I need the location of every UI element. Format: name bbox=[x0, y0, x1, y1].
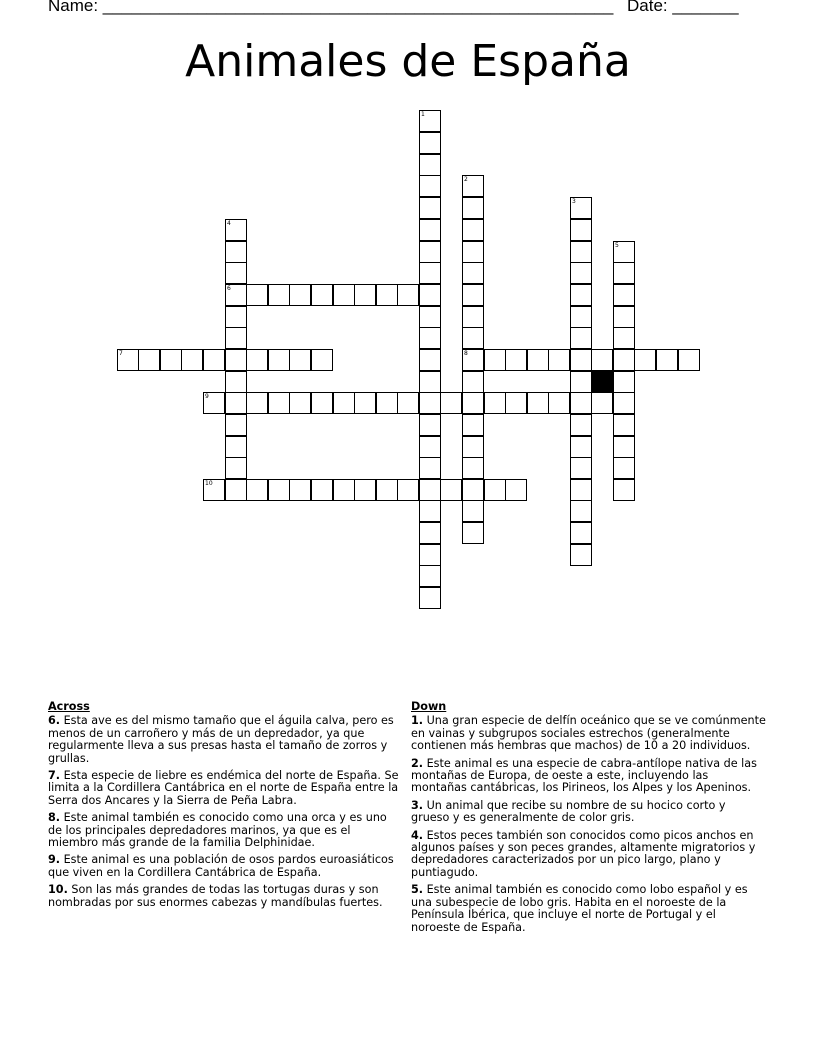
down-clues bbox=[411, 701, 766, 939]
crossword-cell[interactable] bbox=[419, 392, 441, 414]
crossword-cell[interactable] bbox=[419, 284, 441, 306]
across-clues bbox=[48, 701, 403, 914]
crossword-cell[interactable] bbox=[397, 392, 419, 414]
clue-number: 1 bbox=[421, 111, 425, 118]
crossword-cell[interactable] bbox=[527, 349, 549, 371]
crossword-cell[interactable] bbox=[634, 349, 656, 371]
crossword-cell[interactable] bbox=[225, 414, 247, 436]
down-clue bbox=[411, 715, 766, 752]
crossword-cell[interactable] bbox=[570, 544, 592, 566]
crossword-cell[interactable] bbox=[419, 306, 441, 328]
down-clue bbox=[411, 830, 766, 880]
clue-text: Este animal también es conocido como una orca y es uno de los principales depredadores marinos, ya que es el miembro más grande de la familia Delphinidae. bbox=[48, 811, 387, 850]
crossword-cell[interactable] bbox=[591, 392, 613, 414]
crossword-cell[interactable] bbox=[613, 436, 635, 458]
crossword-cell[interactable] bbox=[160, 349, 182, 371]
crossword-cell[interactable] bbox=[419, 587, 441, 609]
crossword-cell[interactable] bbox=[462, 436, 484, 458]
crossword-cell[interactable] bbox=[376, 284, 398, 306]
clue-text: Un animal que recibe su nombre de su hocico corto y grueso y es generalmente de color gris. bbox=[411, 798, 726, 825]
crossword-cell[interactable] bbox=[268, 349, 290, 371]
clue-text: Son las más grandes de todas las tortugas duras y son nombradas por sus enormes cabezas y mandíbulas fuertes. bbox=[48, 883, 383, 909]
crossword-cell[interactable] bbox=[225, 262, 247, 284]
crossword-cell[interactable] bbox=[225, 457, 247, 479]
clue-number: 5 bbox=[615, 242, 619, 249]
crossword-cell[interactable] bbox=[419, 241, 441, 263]
crossword-cell[interactable] bbox=[440, 392, 462, 414]
across-clue bbox=[48, 812, 403, 849]
crossword-cell[interactable] bbox=[570, 436, 592, 458]
crossword-cell[interactable] bbox=[613, 392, 635, 414]
crossword-cell[interactable] bbox=[570, 349, 592, 371]
crossword-cell[interactable] bbox=[419, 457, 441, 479]
clue-number: 2 bbox=[464, 176, 468, 183]
blocked-cell bbox=[591, 371, 613, 393]
crossword-cell[interactable] bbox=[225, 306, 247, 328]
crossword-cell[interactable] bbox=[419, 154, 441, 176]
crossword-cell[interactable] bbox=[570, 479, 592, 501]
clue-text: Una gran especie de delfín oceánico que se ve comúnmente en vainas y subgrupos sociales estrechos (generalmente contienen más hembras que machos) de 10 a 20 individuos. bbox=[411, 714, 766, 753]
crossword-cell[interactable] bbox=[591, 349, 613, 371]
crossword-cell[interactable] bbox=[419, 219, 441, 241]
across-heading: Across bbox=[48, 700, 90, 713]
crossword-cell[interactable] bbox=[181, 349, 203, 371]
crossword-cell[interactable] bbox=[333, 284, 355, 306]
crossword-cell[interactable] bbox=[548, 392, 570, 414]
crossword-cell[interactable] bbox=[311, 349, 333, 371]
crossword-cell[interactable] bbox=[419, 262, 441, 284]
crossword-cell[interactable] bbox=[613, 306, 635, 328]
crossword-cell[interactable] bbox=[613, 414, 635, 436]
crossword-cell[interactable] bbox=[570, 306, 592, 328]
crossword-cell[interactable] bbox=[419, 414, 441, 436]
crossword-cell[interactable] bbox=[354, 392, 376, 414]
crossword-cell[interactable] bbox=[613, 327, 635, 349]
crossword-cell[interactable] bbox=[462, 197, 484, 219]
crossword-cell[interactable] bbox=[311, 284, 333, 306]
clue-number: 8. bbox=[48, 811, 61, 825]
crossword-cell[interactable] bbox=[462, 284, 484, 306]
crossword-cell[interactable] bbox=[462, 457, 484, 479]
across-clue bbox=[48, 715, 403, 765]
crossword-cell[interactable] bbox=[462, 371, 484, 393]
down-clue bbox=[411, 884, 766, 934]
crossword-cell[interactable] bbox=[203, 392, 225, 414]
crossword-cell[interactable] bbox=[570, 457, 592, 479]
crossword-cell[interactable] bbox=[268, 392, 290, 414]
crossword-cell[interactable] bbox=[505, 479, 527, 501]
crossword-cell[interactable] bbox=[484, 479, 506, 501]
crossword-cell[interactable] bbox=[225, 241, 247, 263]
crossword-cell[interactable] bbox=[462, 306, 484, 328]
crossword-cell[interactable] bbox=[397, 284, 419, 306]
down-clue bbox=[411, 758, 766, 795]
crossword-cell[interactable] bbox=[138, 349, 160, 371]
crossword-cell[interactable] bbox=[419, 349, 441, 371]
crossword-cell[interactable] bbox=[354, 479, 376, 501]
crossword-cell[interactable] bbox=[289, 284, 311, 306]
crossword-cell[interactable] bbox=[462, 479, 484, 501]
crossword-cell[interactable] bbox=[246, 349, 268, 371]
clue-text: Este animal es una especie de cabra-antílope nativa de las montañas de Europa, de oeste a este, incluyendo las montañas cantábricas, los Pirineos, los Alpes y los Apeninos. bbox=[411, 756, 757, 795]
crossword-cell[interactable] bbox=[462, 241, 484, 263]
date-line: Date: _______ bbox=[627, 0, 739, 15]
crossword-cell[interactable] bbox=[656, 349, 678, 371]
crossword-cell[interactable] bbox=[419, 479, 441, 501]
crossword-cell[interactable] bbox=[570, 197, 592, 219]
crossword-cell[interactable] bbox=[289, 479, 311, 501]
crossword-cell[interactable] bbox=[570, 219, 592, 241]
crossword-cell[interactable] bbox=[462, 414, 484, 436]
clue-number: 4 bbox=[227, 220, 231, 227]
crossword-cell[interactable] bbox=[570, 500, 592, 522]
crossword-cell[interactable] bbox=[203, 479, 225, 501]
crossword-cell[interactable] bbox=[440, 479, 462, 501]
clue-number: 8 bbox=[464, 350, 468, 357]
clue-number: 9. bbox=[48, 853, 61, 867]
crossword-cell[interactable] bbox=[527, 392, 549, 414]
clue-number: 1. bbox=[411, 714, 424, 728]
crossword-cell[interactable] bbox=[462, 500, 484, 522]
crossword-cell[interactable] bbox=[678, 349, 700, 371]
crossword-cell[interactable] bbox=[311, 479, 333, 501]
crossword-cell[interactable] bbox=[462, 349, 484, 371]
crossword-cell[interactable] bbox=[613, 371, 635, 393]
crossword-cell[interactable] bbox=[570, 284, 592, 306]
crossword-cell[interactable] bbox=[376, 479, 398, 501]
crossword-cell[interactable] bbox=[419, 500, 441, 522]
crossword-cell[interactable] bbox=[484, 392, 506, 414]
crossword-cell[interactable] bbox=[570, 392, 592, 414]
crossword-cell[interactable] bbox=[376, 392, 398, 414]
crossword-cell[interactable] bbox=[225, 392, 247, 414]
crossword-cell[interactable] bbox=[225, 479, 247, 501]
crossword-cell[interactable] bbox=[419, 197, 441, 219]
crossword-cell[interactable] bbox=[462, 327, 484, 349]
crossword-cell[interactable] bbox=[462, 219, 484, 241]
crossword-cell[interactable] bbox=[117, 349, 139, 371]
crossword-cell[interactable] bbox=[613, 262, 635, 284]
clue-number: 5. bbox=[411, 883, 424, 897]
across-clue bbox=[48, 884, 403, 909]
clue-number: 6 bbox=[227, 285, 231, 292]
clue-number: 6. bbox=[48, 714, 61, 728]
crossword-cell[interactable] bbox=[268, 479, 290, 501]
crossword-cell[interactable] bbox=[462, 175, 484, 197]
crossword-cell[interactable] bbox=[289, 349, 311, 371]
crossword-cell[interactable] bbox=[268, 284, 290, 306]
crossword-cell[interactable] bbox=[570, 522, 592, 544]
crossword-cell[interactable] bbox=[570, 371, 592, 393]
crossword-cell[interactable] bbox=[419, 522, 441, 544]
crossword-cell[interactable] bbox=[419, 175, 441, 197]
crossword-cell[interactable] bbox=[570, 262, 592, 284]
across-clue-list bbox=[48, 715, 403, 909]
crossword-cell[interactable] bbox=[333, 479, 355, 501]
crossword-cell[interactable] bbox=[419, 110, 441, 132]
crossword-cell[interactable] bbox=[484, 349, 506, 371]
clue-number: 10 bbox=[205, 480, 213, 487]
clue-number: 7. bbox=[48, 769, 61, 783]
name-line: Name: ______________________________________________________ bbox=[48, 0, 614, 15]
crossword-cell[interactable] bbox=[462, 392, 484, 414]
crossword-cell[interactable] bbox=[419, 371, 441, 393]
crossword-cell[interactable] bbox=[225, 327, 247, 349]
clue-text: Esta especie de liebre es endémica del norte de España. Se limita a la Cordillera Cantábrica en el norte de España entre la Serra dos Ancares y la Sierra de Peña Labra. bbox=[48, 769, 399, 807]
clue-text: Estos peces también son conocidos como picos anchos en algunos países y son peces grandes, altamente migratorios y depredadores caracterizados por un pico largo, plano y puntiagudo. bbox=[411, 828, 756, 879]
crossword-cell[interactable] bbox=[225, 349, 247, 371]
crossword-cell[interactable] bbox=[333, 392, 355, 414]
across-clue bbox=[48, 854, 403, 879]
crossword-cell[interactable] bbox=[613, 284, 635, 306]
down-heading: Down bbox=[411, 700, 447, 713]
crossword-cell[interactable] bbox=[225, 436, 247, 458]
crossword-cell[interactable] bbox=[462, 522, 484, 544]
crossword-cell[interactable] bbox=[354, 284, 376, 306]
crossword-cell[interactable] bbox=[570, 241, 592, 263]
clue-number: 7 bbox=[119, 350, 123, 357]
crossword-cell[interactable] bbox=[462, 262, 484, 284]
down-clue-list bbox=[411, 715, 766, 934]
clue-number: 4. bbox=[411, 828, 424, 842]
crossword-cell[interactable] bbox=[505, 392, 527, 414]
crossword-cell[interactable] bbox=[613, 241, 635, 263]
crossword-cell[interactable] bbox=[419, 132, 441, 154]
clue-number: 9 bbox=[205, 393, 209, 400]
crossword-cell[interactable] bbox=[311, 392, 333, 414]
crossword-cell[interactable] bbox=[419, 544, 441, 566]
crossword-cell[interactable] bbox=[613, 479, 635, 501]
crossword-cell[interactable] bbox=[246, 392, 268, 414]
crossword-cell[interactable] bbox=[548, 349, 570, 371]
crossword-cell[interactable] bbox=[397, 479, 419, 501]
crossword-cell[interactable] bbox=[225, 219, 247, 241]
clue-text: Esta ave es del mismo tamaño que el águila calva, pero es menos de un carroñero y más de un depredador, ya que regularmente lleva a sus presas hasta el tamaño de zorros y grullas. bbox=[48, 714, 394, 765]
crossword-cell[interactable] bbox=[225, 371, 247, 393]
crossword-cell[interactable] bbox=[289, 392, 311, 414]
across-clue bbox=[48, 770, 403, 807]
page-title: Animales de España bbox=[185, 36, 631, 87]
crossword-cell[interactable] bbox=[419, 327, 441, 349]
crossword-cell[interactable] bbox=[419, 436, 441, 458]
crossword-cell[interactable] bbox=[246, 479, 268, 501]
clue-number: 3 bbox=[572, 198, 576, 205]
clue-number: 10. bbox=[48, 883, 68, 897]
crossword-cell[interactable] bbox=[246, 284, 268, 306]
clue-text: Este animal también es conocido como lobo español y es una subespecie de lobo gris. Habita en el noroeste de la Península Ibérica, que incluye el norte de Portugal y el noroeste de España. bbox=[411, 883, 748, 934]
crossword-cell[interactable] bbox=[613, 457, 635, 479]
crossword-cell[interactable] bbox=[203, 349, 225, 371]
clue-number: 2. bbox=[411, 756, 424, 770]
crossword-cell[interactable] bbox=[570, 327, 592, 349]
down-clue bbox=[411, 800, 766, 825]
crossword-cell[interactable] bbox=[225, 284, 247, 306]
crossword-cell[interactable] bbox=[419, 565, 441, 587]
crossword-cell[interactable] bbox=[613, 349, 635, 371]
crossword-cell[interactable] bbox=[505, 349, 527, 371]
clue-text: Este animal es una población de osos pardos euroasiáticos que viven en la Cordillera Cantábrica de España. bbox=[48, 853, 394, 879]
crossword-cell[interactable] bbox=[570, 414, 592, 436]
clue-number: 3. bbox=[411, 798, 424, 812]
